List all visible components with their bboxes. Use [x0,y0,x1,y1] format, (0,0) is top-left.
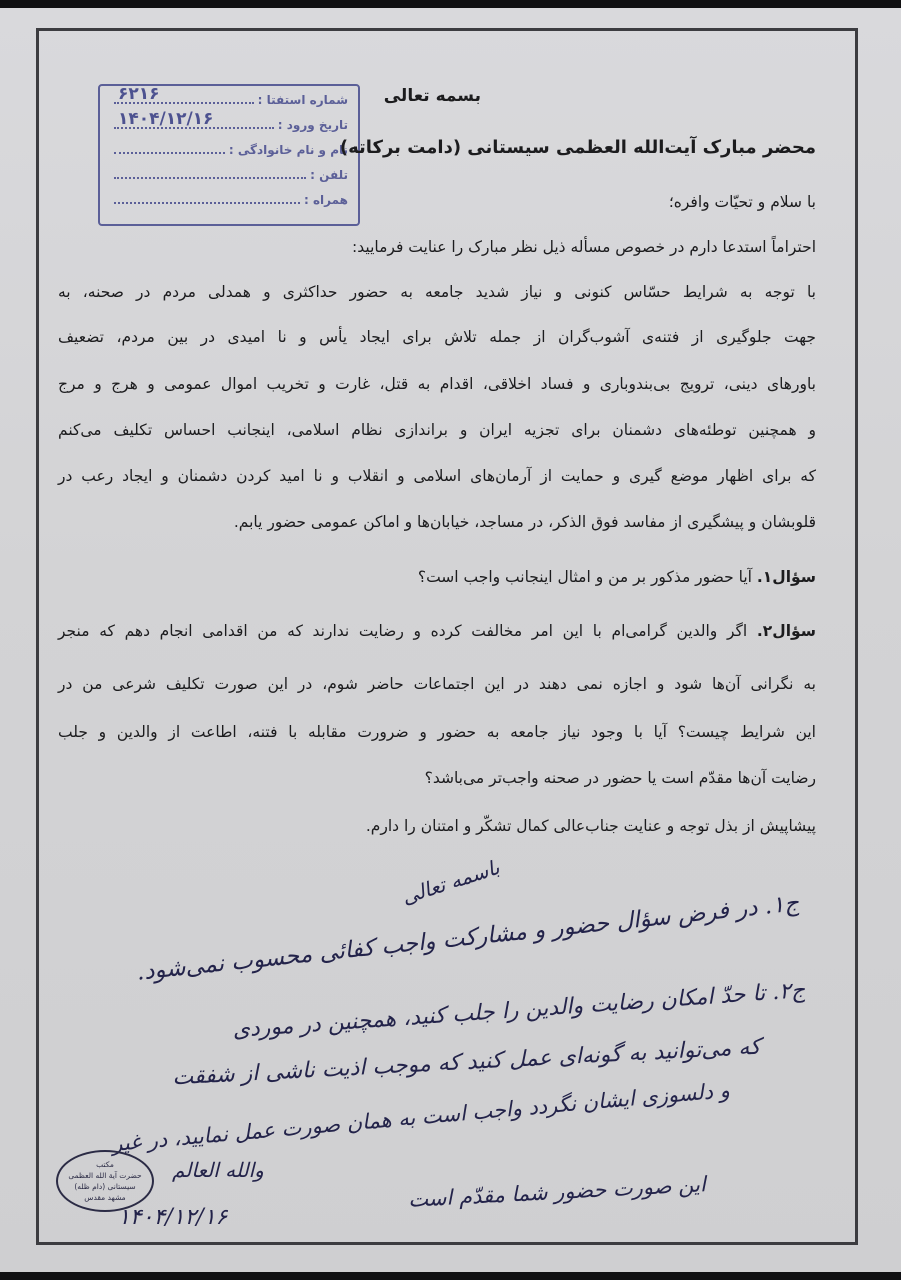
reply-basmala: باسمه تعالی [398,854,503,910]
question-2-text: اگر والدین گرامی‌ام با این امر مخالفت کرده و رضایت ندارند که من اقدامی انجام دهم که منجر [58,622,748,640]
request-line: احتراماً استدعا دارم در خصوص مسأله ذیل نظر مبارک را عنایت فرمایید: [352,238,816,256]
seal-line-3: مشهد مقدس [84,1193,126,1202]
stamp-row-mobile [110,192,348,217]
office-seal [56,1150,154,1212]
reply-date: ۱۴۰۴/۱۲/۱۶ [118,1205,228,1230]
bottom-edge-bar [0,1272,901,1280]
stamp-dotted-line [114,167,306,179]
entry-date-value: ۱۴۰۴/۱۲/۱۶ [118,109,214,129]
stamp-row-entry-date [110,109,348,142]
body-line-5: که برای اظهار موضع گیری و حمایت از آرمان‌های اسلامی و انقلاب و نا امید کردن دشمنان و ایجاد رعب در [58,467,816,485]
stamp-label: نام و نام خانوادگی : [228,143,348,157]
body-line-4: و همچنین توطئه‌های دشمنان برای تجزیه ایران و براندازی نظام اسلامی، اینجانب احساس تکلیف می‌کنم [58,421,816,439]
question-2-line-1 [58,622,816,640]
question-2-line-2: به نگرانی آن‌ها شود و اجازه نمی دهند در این اجتماعات حاضر شوم، در این صورت تکلیف شرعی من در [58,675,816,693]
greeting-line: با سلام و تحیّات وافره؛ [668,193,816,211]
body-line-1: با توجه به شرایط حسّاس کنونی و نیاز شدید جامعه به حضور حداکثری و همدلی مردم در صحنه، به [58,283,816,301]
question-2-line-4: رضایت آن‌ها مقدّم است یا حضور در صحنه واجب‌تر می‌باشد؟ [424,769,816,787]
stamp-row-full-name [110,142,348,167]
seal-line-1: مکتب [96,1160,114,1169]
reply-answer-1: ج۱. در فرض سؤال حضور و مشارکت واجب کفائی محسوب نمی‌شود. [135,890,801,986]
registration-stamp [98,84,360,226]
stamp-label: شماره استفتا : [257,93,348,107]
stamp-row-phone [110,167,348,192]
addressee-heading: محضر مبارک آیت‌الله العظمی سیستانی (دامت برکاته) [339,137,816,158]
body-line-6: قلوبشان و پیشگیری از مفاسد فوق الذکر، در مساجد، خیابان‌ها و اماکن عمومی حضور یابم. [233,513,816,531]
question-1-text: آیا حضور مذکور بر من و امثال اینجانب واجب است؟ [417,568,757,586]
closing-line: پیشاپیش از بذل توجه و عنایت جناب‌عالی کمال تشکّر و امتنان را دارم. [365,817,816,835]
question-1 [418,568,816,586]
stamp-label: تاریخ ورود : [277,118,348,132]
stamp-dotted-line [114,142,225,154]
reply-answer-2-line-1: ج۲. تا حدّ امکان رضایت والدین را جلب کنید، همچنین در موردی [232,978,807,1043]
reply-answer-2-line-2: که می‌توانید به گونه‌ای عمل کنید که موجب اذیت ناشی از شفقت [171,1034,762,1091]
reply-answer-2-line-3: و دلسوزی ایشان نگردد واجب است به همان صورت عمل نمایید، در غیر [111,1078,731,1156]
stamp-dotted-line [114,109,274,129]
body-line-3: باورهای دینی، ترویج بی‌بندوباری و فساد اخلاقی، اقدام به قتل، غارت و تخریب اموال عمومی و هرج و مرج [58,375,816,393]
seal-line-2: حضرت آیة الله العظمی سیستانی (دام ظله) [68,1171,142,1191]
istifta-number-value: ۶۲۱۶ [118,84,160,104]
reply-sign-off: والله العالم [172,1158,264,1182]
question-2-line-3: این شرایط چیست؟ آیا با وجود نیاز جامعه به حضور و ضرورت مقابله با فتنه، اطاعت از والدین و جلب [58,723,816,741]
body-line-2: جهت جلوگیری از فتنه‌ی آشوب‌گران از جمله تلاش برای ایجاد یأس و نا امیدی در بین مردم، تضعیف [58,328,816,346]
stamp-dotted-line [114,192,300,204]
question-1-label: سؤال۱. [756,568,816,586]
stamp-dotted-line [114,84,254,104]
top-edge-bar [0,0,901,8]
stamp-label: تلفن : [310,168,348,182]
stamp-label: همراه : [303,193,348,207]
basmala-heading: بسمه تعالی [383,86,481,106]
question-2-label: سؤال۲. [756,622,816,640]
reply-answer-2-line-4: این صورت حضور شما مقدّم است [407,1172,707,1212]
